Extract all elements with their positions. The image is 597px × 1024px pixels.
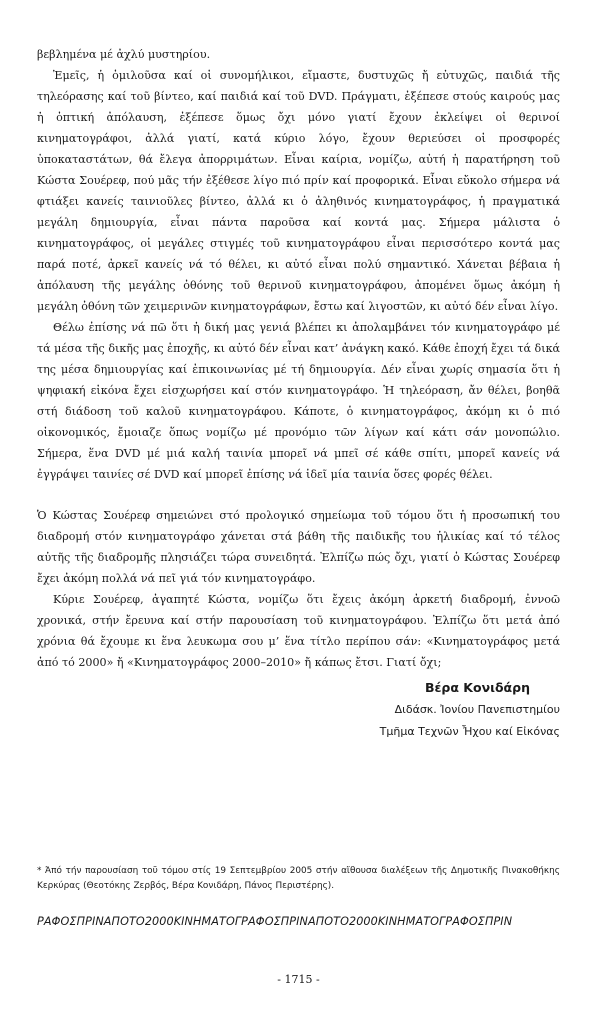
author-affiliation-2: Τμῆμα Τεχνῶν Ἦχου καί Εἰκόνας	[379, 725, 560, 738]
running-footer: ΡΑΦΟΣΠΡΙΝΑΠΟΤΟ2000ΚΙΝΗΜΑΤΟΓΡΑΦΟΣΠΡΙΝΑΠΟΤΟ2000ΚΙΝΗΜΑΤΟΓΡΑΦΟΣΠΡΙΝ	[37, 915, 513, 928]
footnote: * Ἀπό τήν παρουσίαση τοῦ τόμου στίς 19 Σεπτεμβρίου 2005 στήν αἴθουσα διαλέξεων τῆς Δημοτικῆς Πινακοθήκης Κερκύρας (Θεοτόκης Ζερβός, Βέρα Κονιδάρη, Πάνος Περιστέρης).	[37, 866, 560, 891]
paragraph-5: Κύριε Σουέρεφ, ἀγαπητέ Κώστα, νομίζω ὅτι ἔχεις ἀκόμη ἀρκετή διαδρομή, ἐννοῶ χρονικά, στήν ἔρευνα καί στήν παρουσίαση τοῦ κινηματογράφου. Ἐλπίζω ὅτι μετά ἀπό χρόνια θά ἔχουμε κι ἕνα λευκωμα σου μ’ ἕνα τίτλο περίπου σάν: «Κινηματογράφος μετά ἀπό τό 2000» ἤ «Κινηματογράφος 2000–2010» ἤ κάπως ἔτσι. Γιατί ὄχι;	[37, 593, 560, 669]
paragraph-gap	[37, 485, 560, 505]
author-affiliation-1: Διδάσκ. Ἰονίου Πανεπιστημίου	[394, 703, 560, 716]
signature-block	[37, 677, 560, 743]
page-body	[37, 44, 560, 743]
paragraph-2: Ἐμεῖς, ἡ ὁμιλοῦσα καί οἱ συνομήλικοι, εἴμαστε, δυστυχῶς ἤ εὐτυχῶς, παιδιά τῆς τηλεόρασης καί τοῦ βίντεο, καί παιδιά καί τοῦ DVD. Πράγματι, ἐξέπεσε στούς καιρούς μας ἡ ὀπτική ἀπόλαυση, ἐξέπεσε ὅμως ὄχι μόνο γιατί ἔχουν ἐκλείψει οἱ θερινοί κινηματογράφοι, ἀλλά γιατί, κατά κύριο λόγο, ἔχουν θεριεύσει οἱ προσφορές ὑποκαταστάτων, θά ἔλεγα ἀπορριμάτων. Εἶναι καίρια, νομίζω, αὐτή ἡ παρατήρηση τοῦ Κώστα Σουέρεφ, πού μᾶς τήν ἐξέθεσε λίγο πιό πρίν καί προφορικά. Εἶναι εὔκολο σήμερα νά φτιάξει κανείς ταινιοῦλες βίντεο, ἀλλά κι ὁ ἀληθινός κινηματογράφος, ἡ πραγματικά μεγάλη δημιουργία, εἶναι πάντα παροῦσα καί κοντά μας. Σήμερα μάλιστα ὁ κινηματογράφος, οἱ μεγάλες στιγμές τοῦ κινηματογράφου εἶναι περισσότερο κοντά μας παρά ποτέ, ἀρκεῖ κανείς νά τό θέλει, κι αὐτό εἶναι πολύ σημαντικό. Χάνεται βέβαια ἡ ἀπόλαυση τῆς μεγάλης ὀθόνης τοῦ θερινοῦ κινηματογράφου, ἀπομένει ὅμως ἀκόμη ἡ μεγάλη ὀθόνη τῶν χειμερινῶν κινηματογράφων, ἔστω καί λιγοστῶν, κι αὐτό δέν εἶναι λίγο.	[37, 69, 560, 313]
author-name: Βέρα Κονιδάρη	[424, 680, 530, 695]
paragraph-1: βεβλημένα μέ ἀχλύ μυστηρίου.	[37, 48, 211, 61]
page-number: - 1715 -	[277, 973, 320, 986]
paragraph-4: Ὁ Κώστας Σουέρεφ σημειώνει στό προλογικό σημείωμα τοῦ τόμου ὅτι ἡ προσωπική του διαδρομή στόν κινηματογράφο χάνεται στά βάθη τῆς παιδικῆς του ἡλικίας καί τό τέλος αὐτῆς τῆς διαδρομῆς πλησιάζει τώρα συνειδητά. Ἐλπίζω πώς ὄχι, γιατί ὁ Κώστας Σουέρεφ ἔχει ἀκόμη πολλά νά πεῖ γιά τόν κινηματογράφο.	[37, 509, 560, 585]
paragraph-3: Θέλω ἐπίσης νά πῶ ὅτι ἡ δική μας γενιά βλέπει κι ἀπολαμβάνει τόν κινηματογράφο μέ τά μέσα τῆς δικῆς μας ἐποχῆς, κι αὐτό δέν εἶναι κατ’ ἀνάγκη κακό. Κάθε ἐποχή ἔχει τά δικά της μέσα δημιουργίας καί ἐπικοινωνίας μέ τή δημιουργία. Δέν εἶναι χωρίς σημασία ὅτι ἡ ψηφιακή εἰκόνα ἔχει εἰσχωρήσει καί στόν κινηματογράφο. Ἡ τηλεόραση, ἄν θέλει, βοηθᾶ στή διάδοση τοῦ καλοῦ κινηματογράφου. Κάποτε, ὁ κινηματογράφος, ἀκόμη κι ὁ πιό οἰκονομικός, ἔμοιαζε ὅπως νομίζω μέ προνόμιο τῶν λίγων καί κάτι σάν μονοπώλιο. Σήμερα, ἕνα DVD μέ μιά καλή ταινία μπορεῖ νά μπεῖ σέ κάθε σπίτι, μπορεῖ κανείς νά ἐγγράψει ταινίες σέ DVD καί μπορεῖ ἐπίσης νά ἰδεῖ μία ταινία ὅσες φορές θέλει.	[37, 321, 560, 481]
